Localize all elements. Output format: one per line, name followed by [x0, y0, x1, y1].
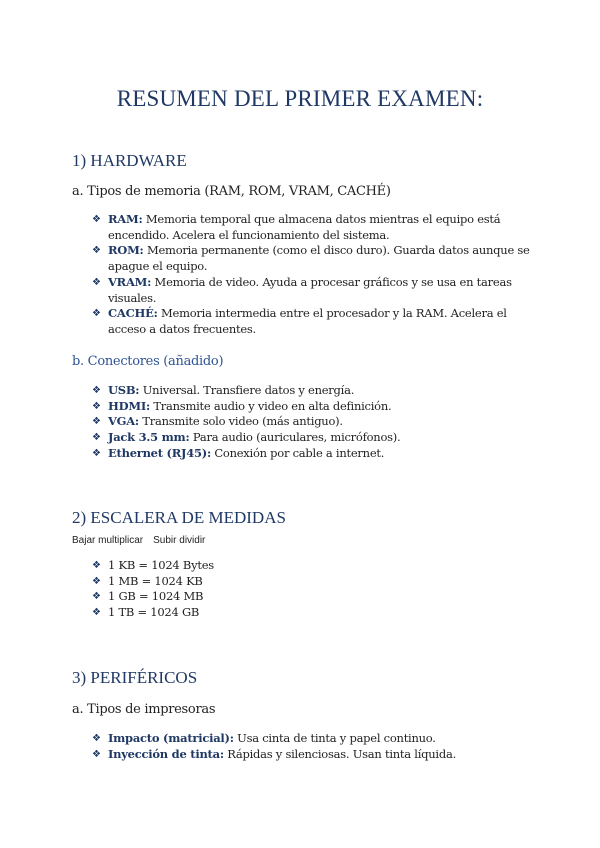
measure-mb: 1 MB = 1024 KB: [108, 573, 203, 588]
note-down: Bajar multiplicar: [72, 535, 144, 546]
subtitle-memory-types: a. Tipos de memoria (RAM, ROM, VRAM, CACHÉ): [72, 184, 391, 199]
list-item: [90, 399, 535, 415]
term-jack: Jack 3.5 mm:: [108, 430, 190, 445]
subtitle-printer-types: a. Tipos de impresoras: [72, 702, 216, 717]
measure-tb: 1 TB = 1024 GB: [108, 605, 200, 620]
diamond-bullet-icon: ❖: [92, 432, 101, 444]
list-item: [90, 430, 535, 446]
list-item: [90, 446, 535, 462]
list-item: [90, 275, 535, 306]
diamond-bullet-icon: ❖: [92, 748, 101, 760]
diamond-bullet-icon: ❖: [92, 245, 101, 257]
list-item: [90, 212, 535, 243]
printers-list: [90, 731, 535, 762]
subtitle-connectors: b. Conectores (añadido): [72, 354, 224, 369]
description-vga: Transmite solo video (más antiguo).: [138, 414, 343, 429]
diamond-bullet-icon: ❖: [92, 733, 101, 744]
diamond-bullet-icon: ❖: [92, 385, 101, 396]
list-item: [90, 574, 535, 590]
description-vram: Memoria de video. Ayuda a procesar gráficos y se usa en tareas visuales.: [108, 274, 512, 305]
measure-gb: 1 GB = 1024 MB: [108, 589, 204, 604]
diamond-bullet-icon: ❖: [92, 591, 101, 603]
list-item: [90, 243, 535, 274]
diamond-bullet-icon: ❖: [92, 416, 101, 428]
diamond-bullet-icon: ❖: [92, 214, 101, 225]
description-rom: Memoria permanente (como el disco duro). Guarda datos aunque se apague el equipo.: [108, 243, 530, 274]
description-usb: Universal. Transfiere datos y energía.: [139, 383, 355, 397]
section-heading-measures: 2) ESCALERA DE MEDIDAS: [72, 508, 286, 527]
page-title: RESUMEN DEL PRIMER EXAMEN:: [116, 86, 484, 111]
note-up: Subir dividir: [153, 535, 206, 546]
measures-list: [90, 558, 535, 621]
list-item: [90, 605, 535, 621]
diamond-bullet-icon: ❖: [92, 560, 101, 571]
description-ram: Memoria temporal que almacena datos mientras el equipo está encendido. Acelera el funcionamiento del sistema.: [108, 212, 501, 242]
term-vga: VGA:: [108, 414, 139, 429]
diamond-bullet-icon: ❖: [92, 276, 101, 288]
list-item: [90, 414, 535, 430]
description-inkjet: Rápidas y silenciosas. Usan tinta líquida.: [223, 746, 456, 761]
list-item: [90, 306, 535, 337]
section-heading-peripherals: 3) PERIFÉRICOS: [72, 668, 198, 687]
list-item: [90, 558, 535, 574]
term-ram: RAM:: [108, 212, 143, 226]
connectors-list: [90, 383, 535, 462]
term-impact: Impacto (matricial):: [108, 731, 234, 745]
memory-list: [90, 212, 535, 338]
diamond-bullet-icon: ❖: [92, 575, 101, 587]
description-cache: Memoria intermedia entre el procesador y la RAM. Acelera el acceso a datos frecuentes.: [108, 306, 507, 336]
term-ethernet: Ethernet (RJ45):: [108, 445, 211, 460]
diamond-bullet-icon: ❖: [92, 607, 101, 619]
section-heading-hardware: 1) HARDWARE: [72, 151, 187, 170]
description-impact: Usa cinta de tinta y papel continuo.: [233, 731, 436, 745]
list-item: [90, 731, 535, 747]
list-item: [90, 383, 535, 399]
measures-note: [72, 535, 205, 546]
term-hdmi: HDMI:: [108, 398, 150, 413]
diamond-bullet-icon: ❖: [92, 308, 101, 320]
list-item: [90, 747, 535, 763]
term-usb: USB:: [108, 383, 140, 397]
description-hdmi: Transmite audio y video en alta definición.: [149, 398, 392, 413]
measure-kb: 1 KB = 1024 Bytes: [108, 558, 214, 572]
description-jack: Para audio (auriculares, micrófonos).: [189, 430, 401, 445]
term-rom: ROM:: [108, 243, 144, 258]
diamond-bullet-icon: ❖: [92, 447, 101, 459]
term-inkjet: Inyección de tinta:: [108, 746, 224, 761]
list-item: [90, 589, 535, 605]
description-ethernet: Conexión por cable a internet.: [210, 445, 385, 460]
term-vram: VRAM:: [108, 274, 152, 289]
diamond-bullet-icon: ❖: [92, 400, 101, 412]
term-cache: CACHÉ:: [108, 306, 158, 321]
